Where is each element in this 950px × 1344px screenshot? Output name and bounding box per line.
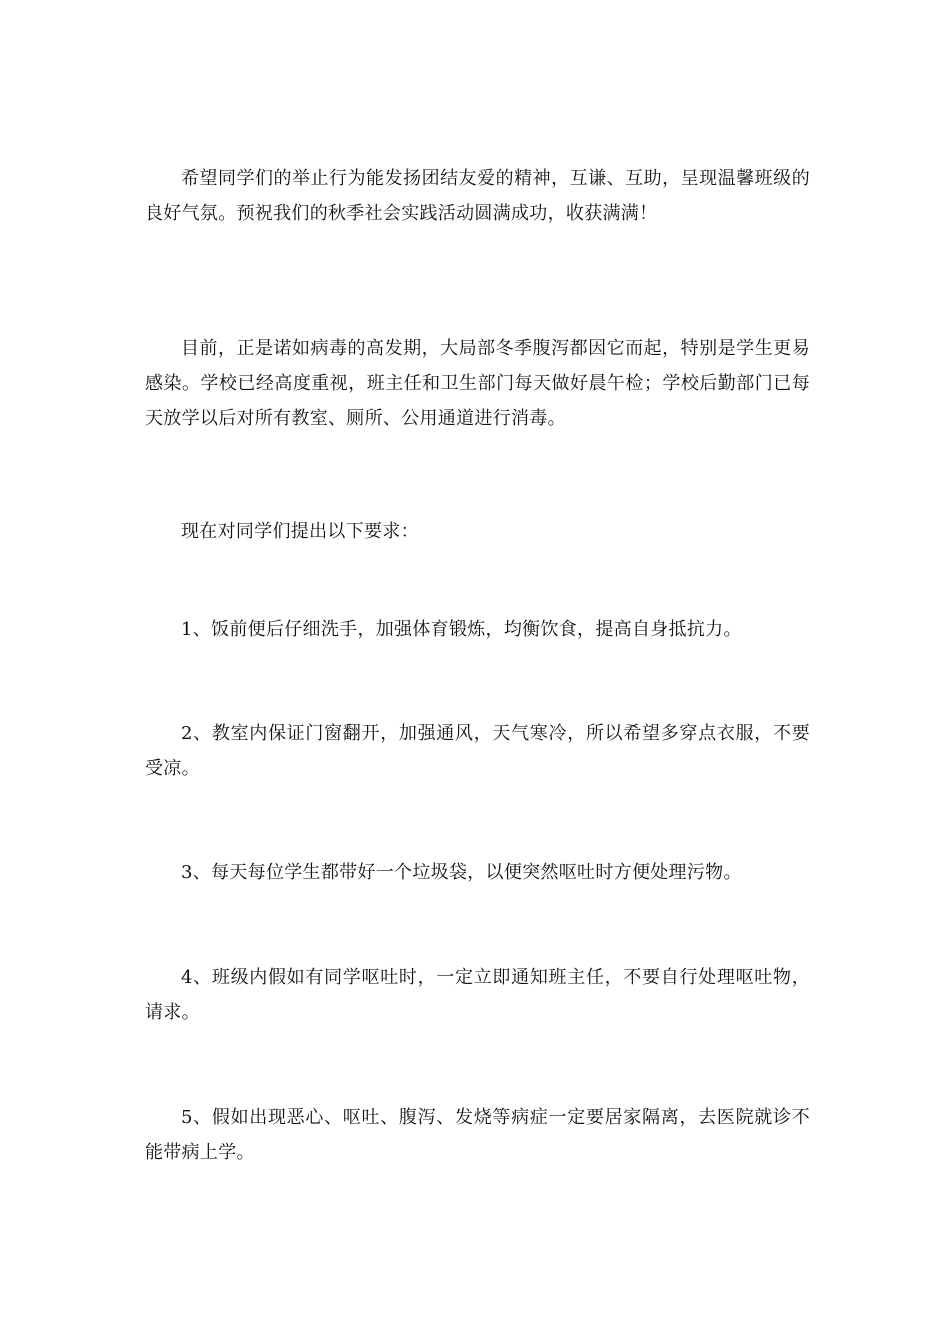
closing-wishes-paragraph: 希望同学们的举止行为能发扬团结友爱的精神，互谦、互助，呈现温馨班级的良好气氛。预祝我们的秋季社会实践活动圆满成功，收获满满！ [145,168,810,224]
norovirus-notice-paragraph: 目前，正是诺如病毒的高发期，大局部冬季腹泻都因它而起，特别是学生更易感染。学校已经高度重视，班主任和卫生部门每天做好晨午检；学校后勤部门已每天放学以后对所有教室、厕所、公用通道进行消毒。 [145,338,810,429]
requirement-item-3: 3、每天每位学生都带好一个垃圾袋，以便突然呕吐时方便处理污物。 [181,862,742,883]
requirements-intro-paragraph: 现在对同学们提出以下要求： [181,521,419,542]
requirement-item-2: 2、教室内保证门窗翻开，加强通风，天气寒冷，所以希望多穿点衣服，不要受凉。 [145,723,810,779]
requirement-item-5: 5、假如出现恶心、呕吐、腹泻、发烧等病症一定要居家隔离，去医院就诊不能带病上学。 [145,1107,810,1163]
requirement-item-4: 4、班级内假如有同学呕吐时，一定立即通知班主任，不要自行处理呕吐物，请求。 [145,967,810,1023]
requirement-item-1: 1、饭前便后仔细洗手，加强体育锻炼，均衡饮食，提高自身抵抗力。 [181,619,742,640]
